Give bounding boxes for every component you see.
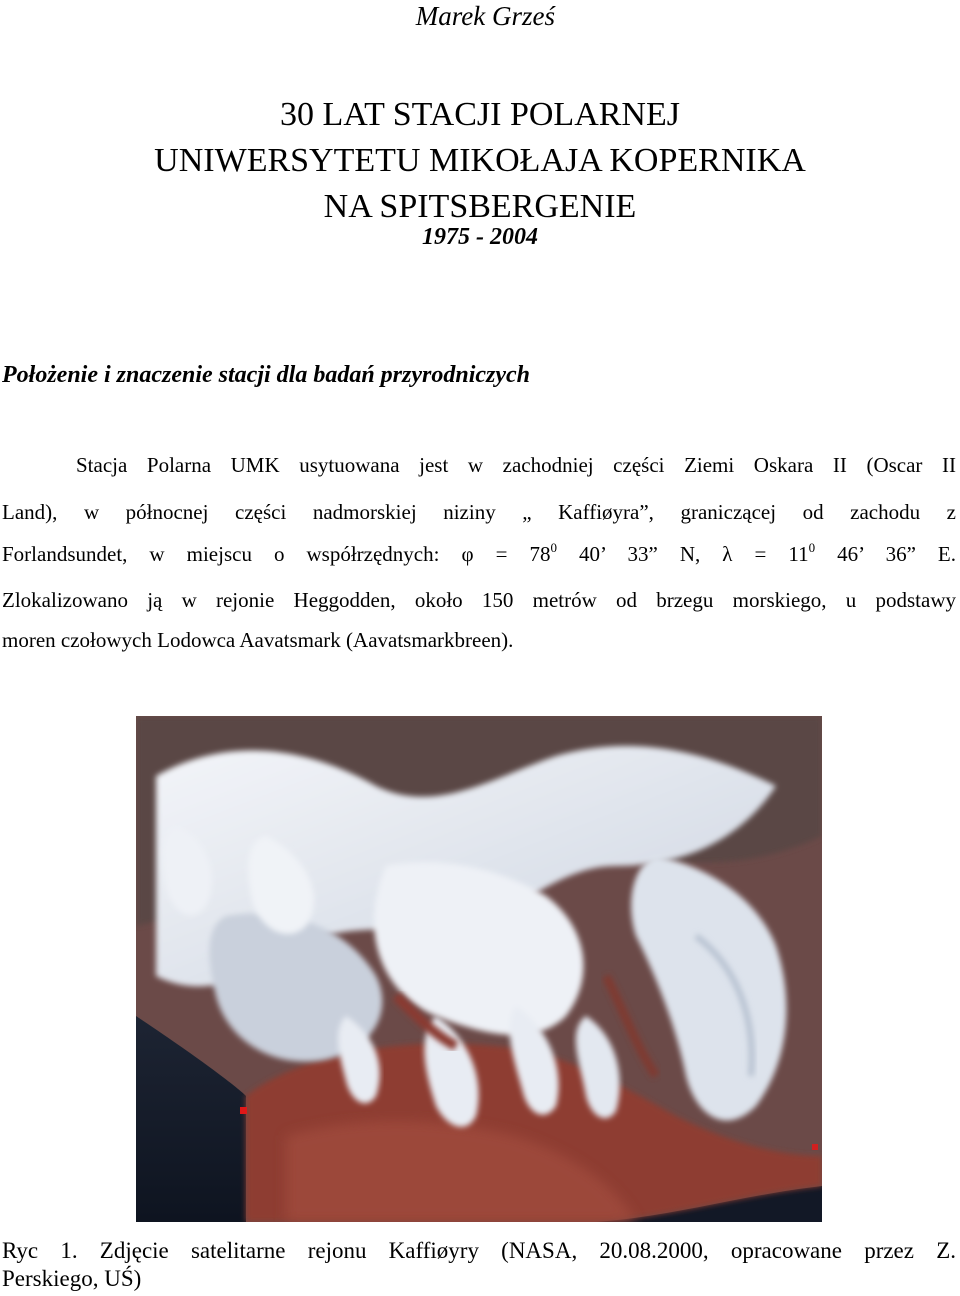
- coordinates-latitude: Forlandsundet, w miejscu o współrzędnych: φ = 78: [2, 542, 551, 566]
- paragraph-line-3: [2, 542, 956, 567]
- degree-mark: 0: [550, 540, 557, 555]
- title-years: 1975 - 2004: [422, 224, 538, 250]
- figure-caption-line-1: Ryc 1. Zdjęcie satelitarne rejonu Kaffiøyry (NASA, 20.08.2000, opracowane przez Z.: [2, 1238, 956, 1263]
- title-line-2: UNIWERSYTETU MIKOŁAJA KOPERNIKA: [154, 142, 806, 179]
- title-line-1: 30 LAT STACJI POLARNEJ: [280, 96, 680, 133]
- coordinates-longitude: 40’ 33” N, λ = 11: [557, 542, 809, 566]
- document-title: [0, 92, 960, 230]
- author-name: Marek Grześ: [415, 1, 555, 31]
- paragraph-line-5: moren czołowych Lodowca Aavatsmark (Aavatsmarkbreen).: [2, 628, 514, 652]
- figure-caption-line-2: Perskiego, UŚ): [2, 1266, 142, 1291]
- degree-mark: 0: [808, 540, 816, 555]
- paragraph-line-4: Zlokalizowano ją w rejonie Heggodden, około 150 metrów od brzegu morskiego, u podstawy: [2, 588, 956, 612]
- coordinates-end: 46’ 36” E.: [815, 542, 956, 566]
- paragraph-line-2: Land), w północnej części nadmorskiej niziny „ Kaffiøyra”, graniczącej od zachodu z: [2, 500, 956, 524]
- paragraph-line-1: Stacja Polarna UMK usytuowana jest w zachodniej części Ziemi Oskara II (Oscar II: [76, 453, 956, 477]
- title-line-3: NA SPITSBERGENIE: [323, 188, 637, 225]
- satellite-image: [136, 716, 822, 1222]
- section-heading: Położenie i znaczenie stacji dla badań przyrodniczych: [2, 362, 530, 388]
